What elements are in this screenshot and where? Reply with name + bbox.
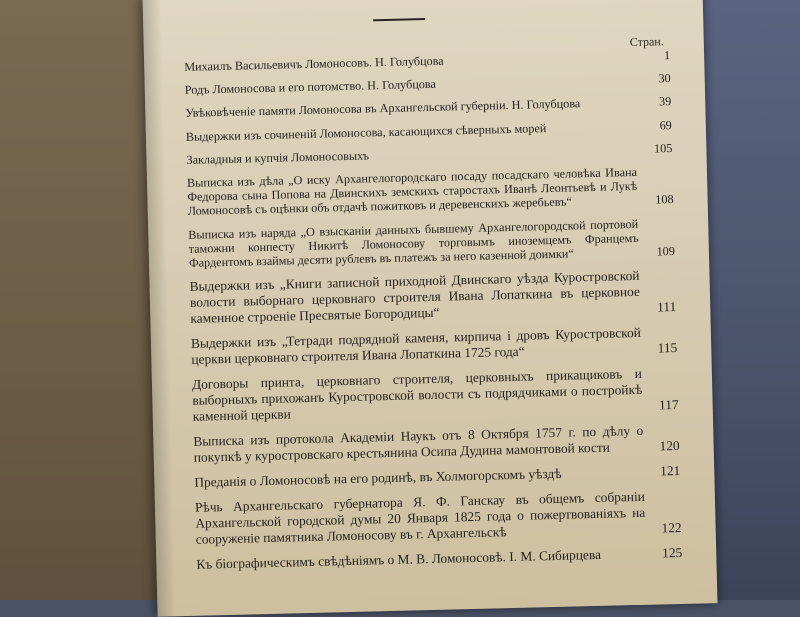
toc-entry-title: Выдержки изъ сочиненій Ломоносова, касающихся сѣверныхъ морей [185,120,547,144]
toc-entry-page: 122 [661,520,682,536]
toc-entry [184,48,670,74]
toc-entry-title: Выписка изъ дѣла „О иску Архангелогородскаго посаду посадскаго человѣка Ивана Федорова сына Попова на Двинскихъ земскихъ старостахъ Иванѣ Леонтьевѣ и Лукѣ Ломоносовѣ съ оцѣнки объ отдачѣ пожитковъ и деревенскихъ жеребьевъ“ [186,164,638,219]
toc-entry-title: Преданія о Ломоносовѣ на его родинѣ, въ Холмогорскомъ уѣздѣ [194,466,562,491]
toc-entry-title: Договоры принта, церковнаго строителя, церковныхъ прикащиковъ и выборныхъ прихожанъ Куростровской волости съ подрядчиками о постройкѣ каменной церкви [191,366,643,425]
toc-entry-page: 105 [653,140,673,156]
toc-entry [185,71,671,97]
toc-entry-page: 117 [658,397,679,413]
toc-entry [191,324,678,368]
toc-entry-title: Увѣковѣченіе памяти Ломоносова въ Архангельской губерніи. Н. Голубцова [185,96,581,121]
toc-entry-title: Выписка изъ протокола Академіи Наукъ отъ 8 Октября 1757 г. по дѣлу о покупкѣ у куростровскаго крестьянина Осипа Дудина мамонтовой кости [193,423,644,466]
toc-entry [185,94,671,120]
toc-entry [192,365,679,425]
toc-entry [195,488,682,548]
toc-entry-title: Выдержки изъ „Тетради подрядной каменя, кирпича і дровъ Куростровской церкви церковнаго строителя Ивана Лопаткина 1725 года“ [190,325,642,368]
toc-entry-page: 69 [659,117,672,132]
toc-entry-page: 39 [658,94,672,109]
toc-entry-title: Выдержки изъ „Книги записной приходной Двинскаго уѣзда Куростровской волости выборнаго церковнаго строителя Ивана Лопаткина въ церковное каменное строеніе Пресвятые Богородицы“ [189,268,641,327]
toc-entry [186,118,672,144]
toc-entry [186,141,672,167]
header-rule [373,18,425,21]
toc-entry [196,545,682,573]
toc-entry-page: 121 [659,463,681,479]
toc-entry [194,463,680,491]
toc-entry-title: Михаилъ Васильевичъ Ломоносовъ. Н. Голубцова [184,53,444,74]
toc-entry-page: 111 [656,299,677,315]
toc-entry [188,216,675,270]
toc-entry-page: 1 [663,48,671,63]
toc-entry-page: 125 [661,545,683,561]
table-of-contents [184,48,683,582]
toc-entry [187,164,674,218]
book-page [143,0,718,617]
toc-entry-page: 30 [658,71,671,86]
toc-entry-title: Родъ Ломоносова и его потомство. Н. Голубцова [184,76,437,98]
toc-entry-page: 109 [656,244,676,259]
toc-entry-page: 108 [655,192,674,207]
toc-entry-page: 115 [657,340,678,356]
toc-entry-page: 120 [659,438,680,454]
toc-entry [193,422,680,466]
page-column-header: Стран. [629,34,664,50]
toc-entry-title: Выписка изъ наряда „О взысканіи данныхъ бывшему Архангелогородской портовой таможни конпесту Никитѣ Ломоносову торговымъ иноземцемъ Францемъ Фардентомъ взаймы десяти рублевъ въ платежъ за него казенной доимки“ [188,216,639,270]
toc-entry [189,267,676,327]
toc-entry-title: Закладныя и купчія Ломоносовыхъ [186,148,370,167]
toc-entry-title: Рѣчь Архангельскаго губернатора Я. Ф. Ганскау въ общемъ собраніи Архангельской городской думы 20 Января 1825 года о пожертвованіяхъ на сооруженіе памятника Ломоносову въ г. Архангельскѣ [194,489,646,548]
toc-entry-title: Къ біографическимъ свѣдѣніямъ о М. В. Ломоносовѣ. І. М. Сибирцева [196,547,602,573]
